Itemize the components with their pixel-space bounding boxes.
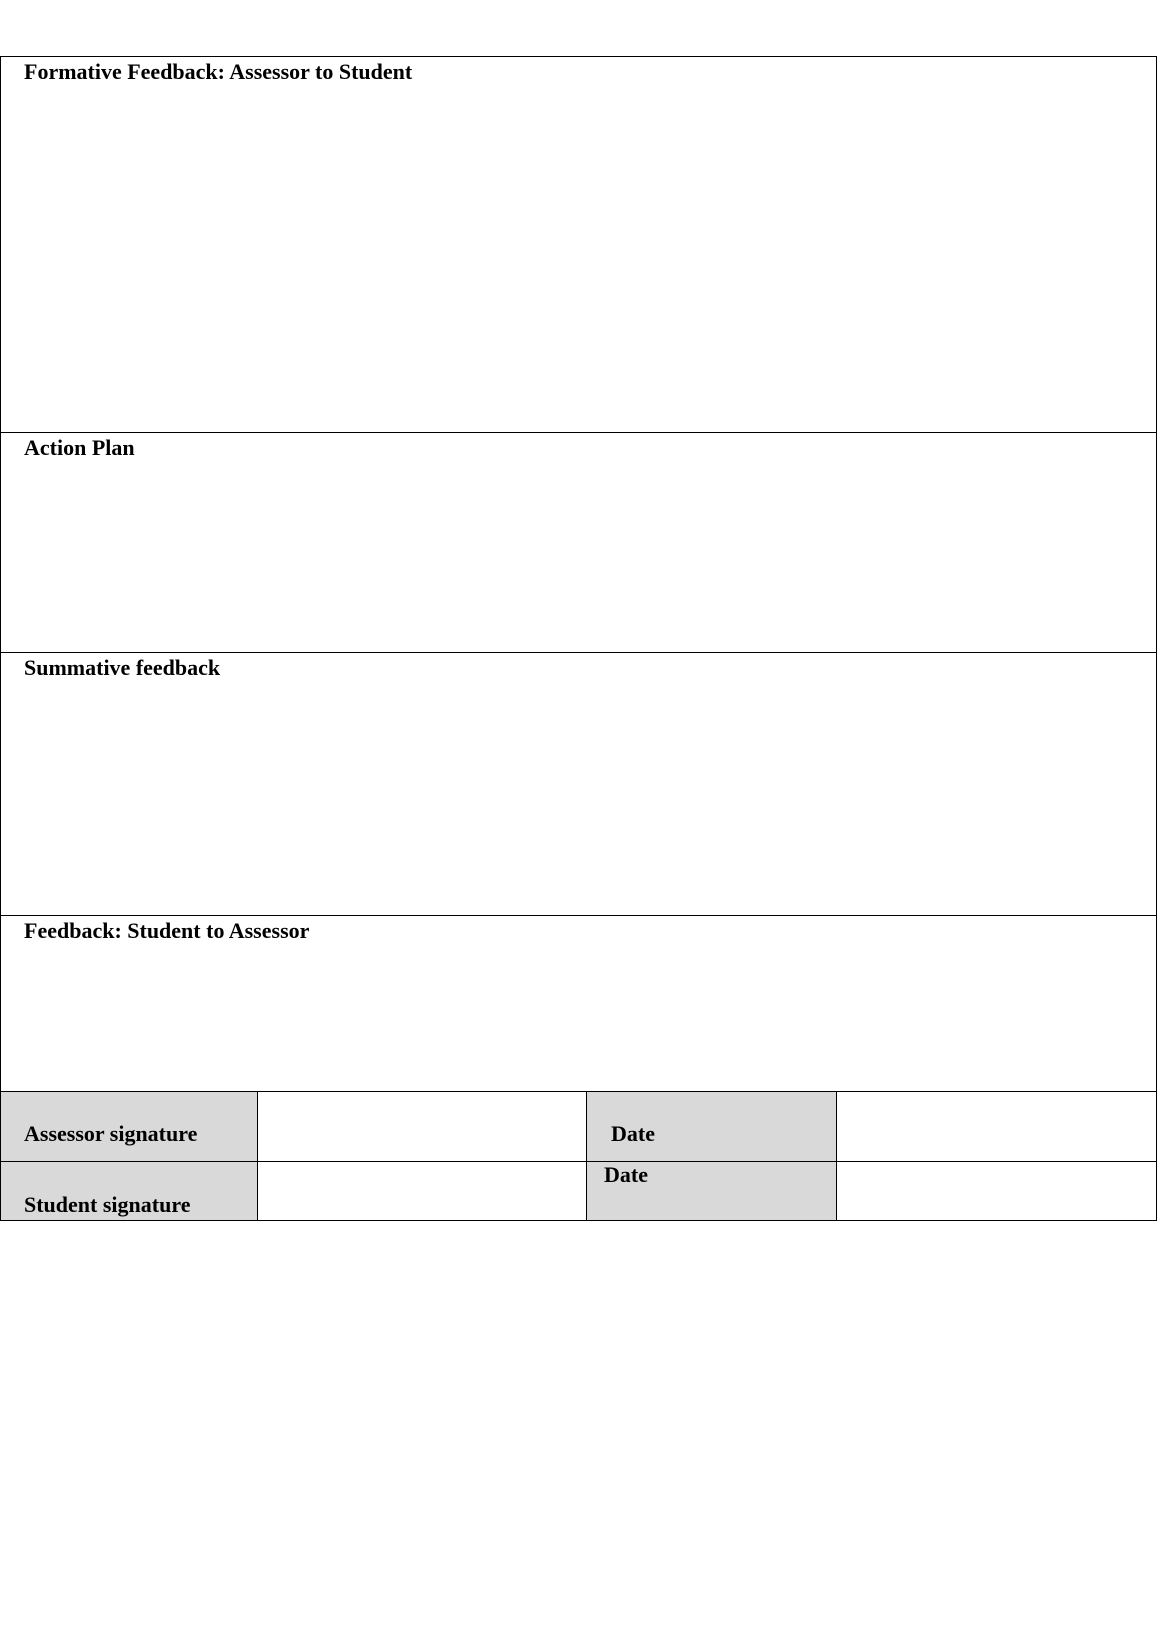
student-feedback-section[interactable] (0, 915, 1157, 1092)
assessor-date-label-cell (586, 1091, 837, 1162)
formative-feedback-heading: Formative Feedback: Assessor to Student (24, 59, 413, 84)
assessor-signature-field[interactable] (257, 1091, 587, 1162)
student-feedback-heading: Feedback: Student to Assessor (24, 918, 310, 943)
action-plan-section[interactable] (0, 432, 1157, 653)
student-date-label: Date (604, 1162, 648, 1187)
student-date-field[interactable] (836, 1161, 1157, 1221)
student-signature-label-cell (0, 1161, 258, 1221)
assessor-signature-label-cell (0, 1091, 258, 1162)
assessor-date-field[interactable] (836, 1091, 1157, 1162)
formative-feedback-section[interactable] (0, 56, 1157, 433)
summative-feedback-section[interactable] (0, 652, 1157, 916)
student-date-label-cell (586, 1161, 837, 1221)
assessor-date-label: Date (611, 1121, 655, 1146)
summative-feedback-heading: Summative feedback (24, 655, 221, 680)
student-signature-field[interactable] (257, 1161, 587, 1221)
assessor-signature-label: Assessor signature (24, 1121, 198, 1146)
action-plan-heading: Action Plan (24, 435, 135, 460)
student-signature-label: Student signature (24, 1192, 191, 1217)
